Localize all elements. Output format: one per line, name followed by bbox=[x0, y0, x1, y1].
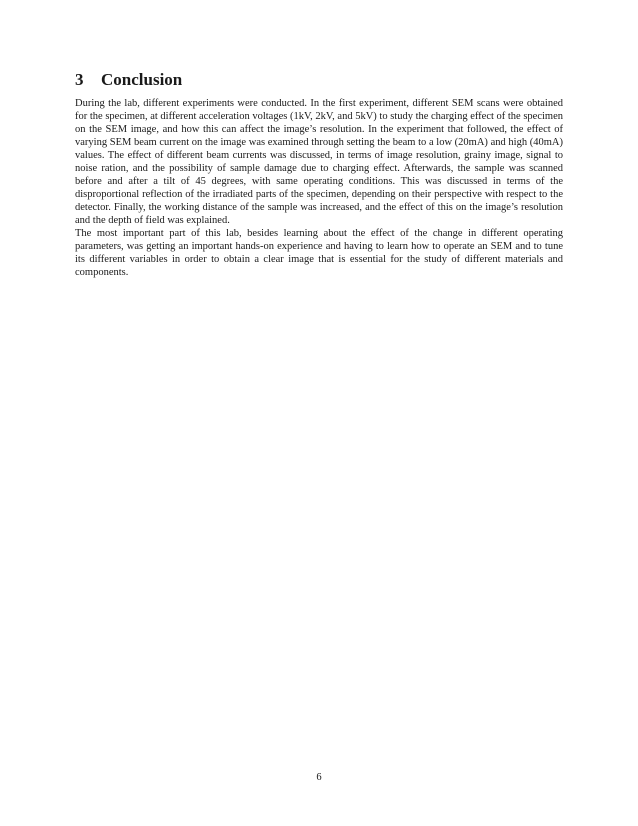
page-number: 6 bbox=[316, 772, 322, 783]
section-body bbox=[75, 97, 563, 279]
section-heading bbox=[75, 70, 182, 90]
section-number: 3 bbox=[75, 70, 84, 89]
section-title: Conclusion bbox=[101, 70, 183, 89]
paragraph: The most important part of this lab, besides learning about the effect of the change in different operating parameters, was getting an important hands-on experience and having to learn how to operate an SEM and to tune its different variables in order to obtain a clear image that is essential for the study of different materials and components. bbox=[75, 228, 563, 278]
paragraph: During the lab, different experiments were conducted. In the first experiment, different SEM scans were obtained for the specimen, at different acceleration voltages (1kV, 2kV, and 5kV) to study the charging effect of the specimen on the SEM image, and how this can affect the image’s resolution. In the experiment that followed, the effect of varying SEM beam current on the image was examined through setting the beam to a low (20mA) and high (40mA) values. The effect of different beam currents was discussed, in terms of image resolution, grainy image, signal to noise ration, and the possibility of sample damage due to charging effect. Afterwards, the sample was scanned before and after a tilt of 45 degrees, with same operating conditions. This was discussed in terms of the disproportional reflection of the irradiated parts of the specimen, depending on their perspective with respect to the detector. Finally, the working distance of the sample was increased, and the effect of this on the image’s resolution and the depth of field was explained. bbox=[75, 98, 563, 226]
